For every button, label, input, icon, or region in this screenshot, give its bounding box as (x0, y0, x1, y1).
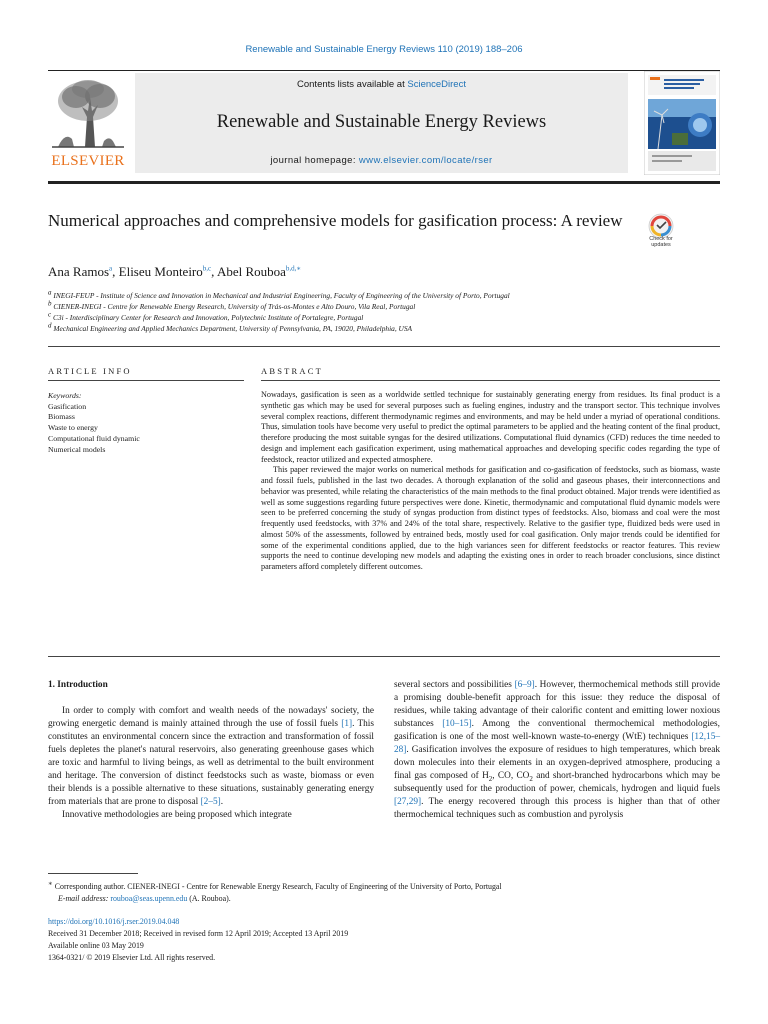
reference-link[interactable]: [1] (341, 719, 353, 730)
keyword-item: Waste to energy (48, 423, 98, 433)
elsevier-logo (48, 77, 128, 173)
abstract-body (261, 390, 720, 573)
keyword-item: Biomass (48, 412, 75, 422)
body-paragraph (394, 679, 720, 823)
affiliation-item (48, 312, 720, 323)
email-link[interactable]: rouboa@seas.upenn.edu (110, 893, 188, 903)
affiliation-text: CIENER-INEGI - Centre for Renewable Energy Research, University of Trás-os-Montes e Alto Douro, Vila Real, Portugal (53, 302, 416, 311)
abstract-rule (261, 380, 720, 381)
affiliation-mark: a (48, 288, 52, 297)
author-separator: , (112, 264, 119, 279)
journal-masthead (135, 73, 628, 173)
email-suffix: (A. Rouboa). (187, 893, 231, 903)
reference-link[interactable]: [6–9] (514, 680, 535, 690)
article-title: Numerical approaches and comprehensive models for gasification process: A review (48, 211, 623, 230)
body-column-right (394, 679, 720, 823)
author-separator: , (211, 264, 217, 279)
keyword-item: Numerical models (48, 444, 106, 454)
keywords-block (48, 391, 140, 455)
keyword-item: Computational fluid dynamic (48, 433, 140, 443)
keyword-item: Gasification (48, 401, 87, 411)
affiliation-item (48, 323, 720, 334)
body-column-left (48, 679, 374, 822)
subscript: 2 (488, 775, 493, 784)
author-list (48, 264, 301, 280)
body-text: and short-branched hydrocarbons which may be subsequently used for the production of power, chemicals, hydrogen and liquid fuels (394, 771, 720, 795)
keywords-label: Keywords: (48, 391, 82, 400)
abstract-paragraph: Nowadays, gasification is seen as a worldwide settled technique for sustainably generating energy from residues. Its final product is a synthetic gas which may be used for several purposes such as fueling engines, industry and the transport sector. This technique involves several complex reactions, different thermodynamic regimes and environments, and may be held under a myriad of operational conditions. Thus, simulation tools have become very useful to predict the optimal parameters to be applied and the heating content of the final product, therefore producing the most suitable syngas for the desired utilizations. Computational fluid dynamics (CFD) reduces the time needed to design and implement each gasification experiment, using mathematical approaches and developing specific codes regarding the type of feedstock, reactor utilized and expected atmosphere. (261, 390, 720, 464)
body-text: . This constitutes an environmental concern since the extraction and transformation of fossil fuels depletes the planet's natural reservoirs, also generating greenhouse gases which are toxic and harmful to living beings, as well as detrimental to the built environment and heritage. The conversion of distinct feedstocks such as waste, biomass or even their blends is a possible alternative to these situations, sustainably generating energy from materials that are prone to disposal (48, 719, 374, 808)
journal-name: Renewable and Sustainable Energy Reviews (216, 112, 547, 132)
section-heading: 1. Introduction (48, 680, 108, 690)
homepage-prefix: journal homepage: (270, 155, 359, 166)
corresponding-author-note (48, 881, 720, 893)
footnote-text: Corresponding author. CIENER-INEGI - Centre for Renewable Energy Research, Faculty of Engineering of the University of Porto, Portugal (52, 882, 502, 891)
received-dates: Received 31 December 2018; Received in revised form 12 April 2019; Accepted 13 April 2019 (48, 928, 349, 938)
header-rule (48, 181, 720, 184)
article-info-heading: ARTICLE INFO (48, 366, 132, 376)
journal-cover-image[interactable] (644, 71, 720, 175)
affiliation-item (48, 301, 720, 312)
body-paragraph: Innovative methodologies are being proposed which integrate (62, 810, 292, 821)
body-text: . However, thermochemical methods still provide a promising double-benefit approach for this issue: they reduce the disposal of residues, while taking advantage of their calorific content and emitting lower noxious substances (394, 680, 720, 730)
affiliations (48, 290, 720, 334)
journal-citation-link[interactable]: Renewable and Sustainable Energy Reviews 110 (2019) 188–206 (245, 44, 523, 55)
author-name[interactable]: Eliseu Monteiro (118, 264, 203, 279)
body-text: several sectors and possibilities (394, 680, 515, 690)
body-text: . (220, 797, 224, 808)
author-affil-mark[interactable]: b,c (202, 264, 212, 273)
email-line (48, 893, 720, 905)
elsevier-tree-icon (52, 77, 124, 149)
front-matter-rule (48, 346, 720, 347)
reference-link[interactable]: [10–15] (442, 719, 472, 730)
copyright: 1364-0321/ © 2019 Elsevier Ltd. All rights reserved. (48, 952, 216, 962)
body-paragraph (48, 705, 374, 809)
contents-line (135, 79, 628, 90)
body-text: . The energy recovered through this process is higher than that of other thermochemical techniques such as combustion and pyrolysis (394, 797, 720, 821)
affiliation-mark: c (48, 310, 52, 319)
body-text: , CO, CO (492, 771, 530, 782)
journal-homepage-link[interactable]: www.elsevier.com/locate/rser (358, 155, 493, 166)
author-name[interactable]: Ana Ramos (48, 264, 110, 279)
footnote-rule (48, 873, 138, 874)
abstract-heading: ABSTRACT (261, 366, 323, 376)
journal-header (48, 70, 720, 176)
affiliation-text: Mechanical Engineering and Applied Mechanics Department, University of Pennsylvania, PA, 19020, Philadelphia, USA (53, 324, 413, 333)
abstract-paragraph: This paper reviewed the major works on numerical methods for gasification and co-gasification of feedstocks, such as biomass, waste and fossil fuels, published in the last two decades. A thorough explanation of the solid and gaseous phases, their interconnections and behavior was presented, while relating the characteristics of the main methods to the final product obtained. Major trends were identified as well as some suggestions regarding future perspectives were done. Kinetic, thermodynamic and computational fluid dynamic models were seen to be preferred concerning the study of syngas production from distinct types of feedstocks. Also, biomass and coal were the most frequently used feedstocks, with 37% and 24% of the total share, respectively. Relative to the gasifier type, fluidized beds were used in almost 50% of the assessments, followed by entrained beds, mostly used for coal gasification. Only major trends could be identified for some of the experimental conditions applied, due to the high variances seen for different feedstocks or reactor features. This review supports the need to continue developing new models and adapting the existing ones in order to reach broader conclusions, since distinct parameters afford completely different outcomes. (261, 465, 720, 571)
affiliation-mark: d (48, 321, 52, 330)
reference-link[interactable]: [27,29] (394, 797, 422, 808)
elsevier-wordmark: ELSEVIER (51, 153, 125, 169)
footnote-mark: ∗ (48, 879, 53, 888)
available-online: Available online 03 May 2019 (48, 940, 144, 950)
abstract-end-rule (48, 656, 720, 657)
reference-link[interactable]: [2–5] (200, 797, 221, 808)
article-info-rule (48, 380, 244, 381)
affiliation-text: INEGI-FEUP - Institute of Science and Innovation in Mechanical and Industrial Engineering, Faculty of Engineering of the University of Porto, Portugal (53, 291, 510, 300)
email-label: E-mail address: (58, 893, 109, 903)
contents-prefix: Contents lists available at (297, 79, 408, 90)
reference-link[interactable]: [12,15–28] (394, 732, 720, 756)
body-text: In order to comply with comfort and wealth needs of the nowadays' society, the growing energetic demand is mainly attained through the use of fossil fuels (48, 706, 374, 730)
doi-link[interactable]: https://doi.org/10.1016/j.rser.2019.04.048 (48, 917, 180, 926)
author-affil-mark[interactable]: a (109, 264, 113, 273)
body-text: . Among the conventional thermochemical methodologies, gasification is one of the most well-known waste-to-energy (WtE) techniques (394, 719, 720, 743)
homepage-line (135, 155, 628, 166)
affiliation-item (48, 290, 720, 301)
author-name[interactable]: Abel Rouboa (216, 264, 286, 279)
affiliation-text: C3i - Interdisciplinary Center for Research and Innovation, Polytechnic Institute of Portalegre, Portugal (52, 313, 364, 322)
affiliation-mark: b (48, 299, 52, 308)
sciencedirect-link[interactable]: ScienceDirect (407, 79, 466, 90)
author-affil-mark[interactable]: b,d,∗ (285, 264, 302, 273)
body-text: . Gasification involves the exposure of residues to high temperatures, which break down molecules into their elements in an oxygen-deprived atmosphere, producing a final gas composed of H (394, 745, 720, 782)
footnote (48, 881, 720, 904)
publication-info (48, 916, 720, 964)
subscript: 2 (529, 775, 533, 784)
check-for-updates-label[interactable]: Check for updates (649, 236, 673, 248)
